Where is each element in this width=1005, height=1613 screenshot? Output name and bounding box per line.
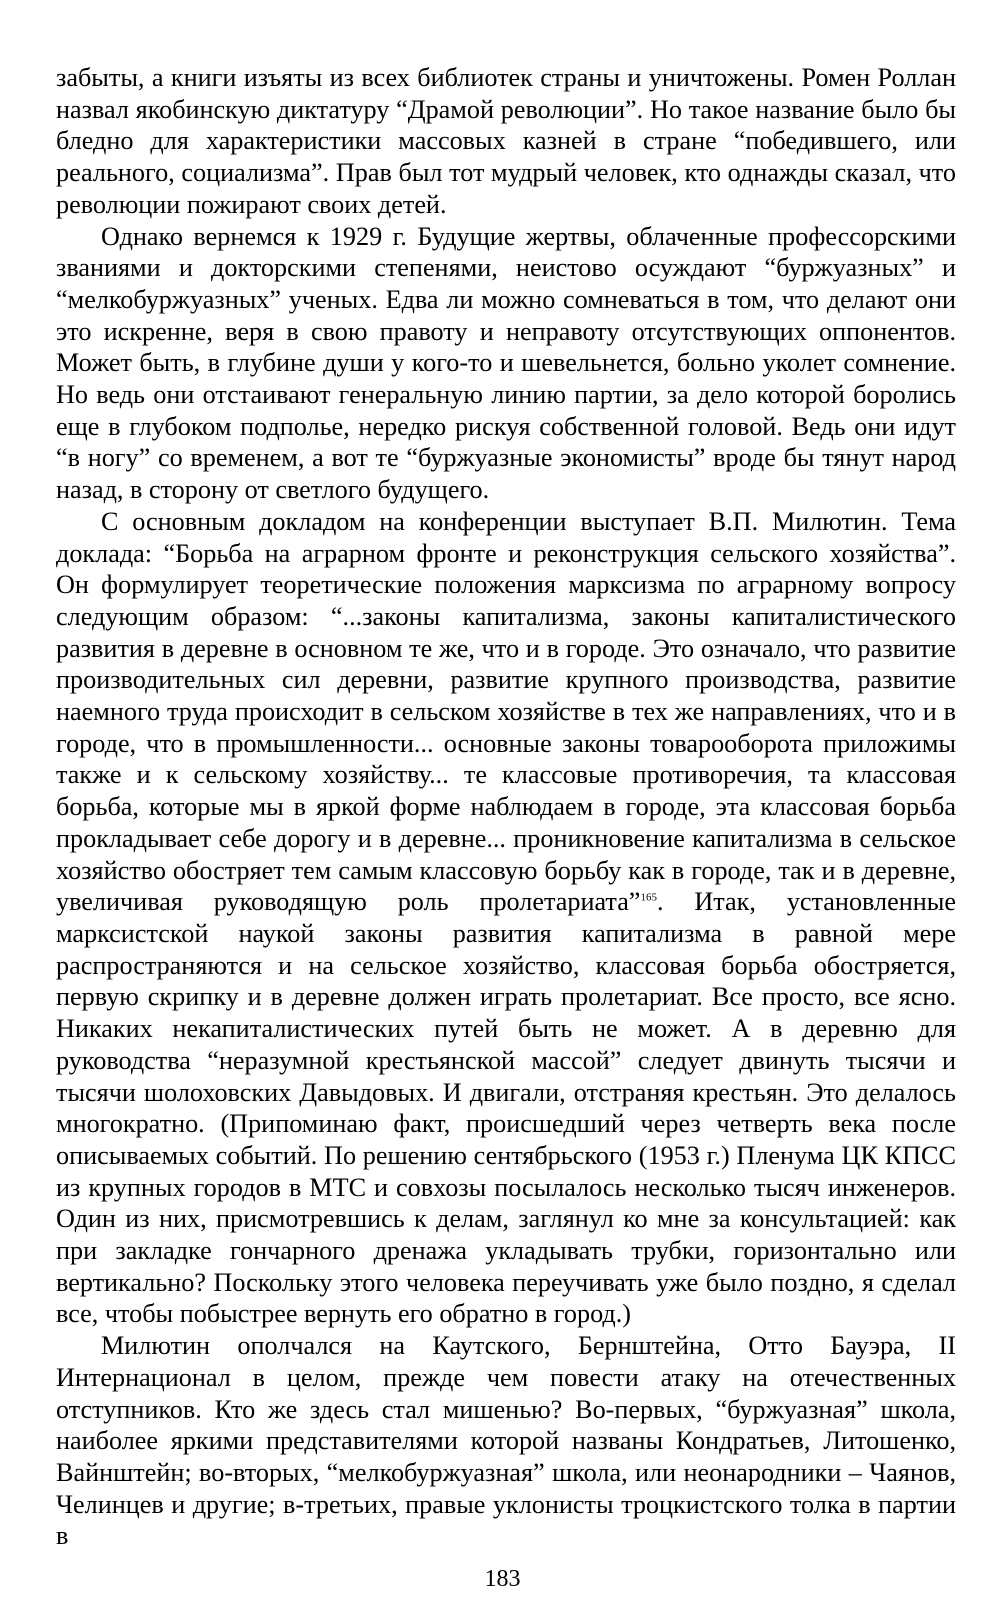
paragraph-1: забыты, а книги изъяты из всех библиотек страны и уничтожены. Ромен Роллан назвал якобинскую диктатуру “Драмой революции”. Но такое название было бы бледно для характеристики массовых казней в стране “победившего, или реального, социализма”. Прав был тот мудрый человек, кто однажды сказал, что революции пожирают своих детей. bbox=[56, 63, 956, 219]
paragraph-2: Однако вернемся к 1929 г. Будущие жертвы, облаченные профессорскими званиями и докторскими степенями, неистово осуждают “буржуазных” и “мелкобуржуазных” ученых. Едва ли можно сомневаться в том, что делают они это искренне, веря в свою правоту и неправоту отсутствующих оппонентов. Может быть, в глубине души у кого-то и шевельнется, больно уколет сомнение. Но ведь они отстаивают генеральную линию партии, за дело которой боролись еще в глубоком подполье, нередко рискуя собственной головой. Ведь они идут “в ногу” со временем, а вот те “буржуазные экономисты” вроде бы тянут народ назад, в сторону от светлого будущего. bbox=[56, 221, 956, 505]
paragraph-4: Милютин ополчался на Каутского, Бернштейна, Отто Бауэра, II Интернационал в целом, прежде чем повести атаку на отечественных отступников. Кто же здесь стал мишенью? Во-первых, “буржуазная” школа, наиболее яркими представителями которой названы Кондратьев, Литошенко, Вайнштейн; во-вторых, “мелкобуржуазная” школа, или неонародники – Чаянов, Челинцев и другие; в-третьих, правые уклонисты троцкистского толка в партии в bbox=[56, 1331, 956, 1551]
page-number: 183 bbox=[484, 1566, 521, 1592]
paragraph-3 bbox=[56, 506, 956, 1330]
footnote-marker: 165 bbox=[640, 891, 657, 904]
book-page-text bbox=[56, 62, 956, 1552]
paragraph-3-part-1: С основным докладом на конференции выступает В.П. Милютин. Тема доклада: “Борьба на аграрном фронте и реконструкция сельского хозяйства”. Он формулирует теоретические положения марксизма по аграрному вопросу следующим образом: “...законы капитализма, законы капиталистического развития в деревне в основном те же, что и в городе. Это означало, что развитие производительных сил деревни, развитие крупного производства, развитие наемного труда происходит в сельском хозяйстве в тех же направлениях, что и в городе, что в промышленности... основные законы товарооборота приложимы также и к сельскому хозяйству... те классовые противоречия, та классовая борьба, которые мы в яркой форме наблюдаем в городе, эта классовая борьба прокладывает себе дорогу и в деревне... проникновение капитализма в сельское хозяйство обостряет тем самым классовую борьбу как в городе, так и в деревне, увеличивая руководящую роль пролетариата” bbox=[56, 506, 956, 917]
paragraph-3-part-2: . Итак, установленные марксистской наукой законы развития капитализма в равной мере распространяются и на сельское хозяйство, классовая борьба обостряется, первую скрипку и в деревне должен играть пролетариат. Все просто, все ясно. Никаких некапиталистических путей быть не может. А в деревню для руководства “неразумной крестьянской массой” следует двинуть тысячи и тысячи шолоховских Давыдовых. И двигали, отстраняя крестьян. Это делалось многократно. (Припоминаю факт, происшедший через четверть века после описываемых событий. По решению сентябрьского (1953 г.) Пленума ЦК КПСС из крупных городов в МТС и совхозы посылалось несколько тысяч инженеров. Один из них, присмотревшись к делам, заглянул ко мне за консультацией: как при закладке гончарного дренажа укладывать трубки, горизонтально или вертикально? Поскольку этого человека переучивать уже было поздно, я сделал все, чтобы побыстрее вернуть его обратно в город.) bbox=[56, 887, 956, 1329]
